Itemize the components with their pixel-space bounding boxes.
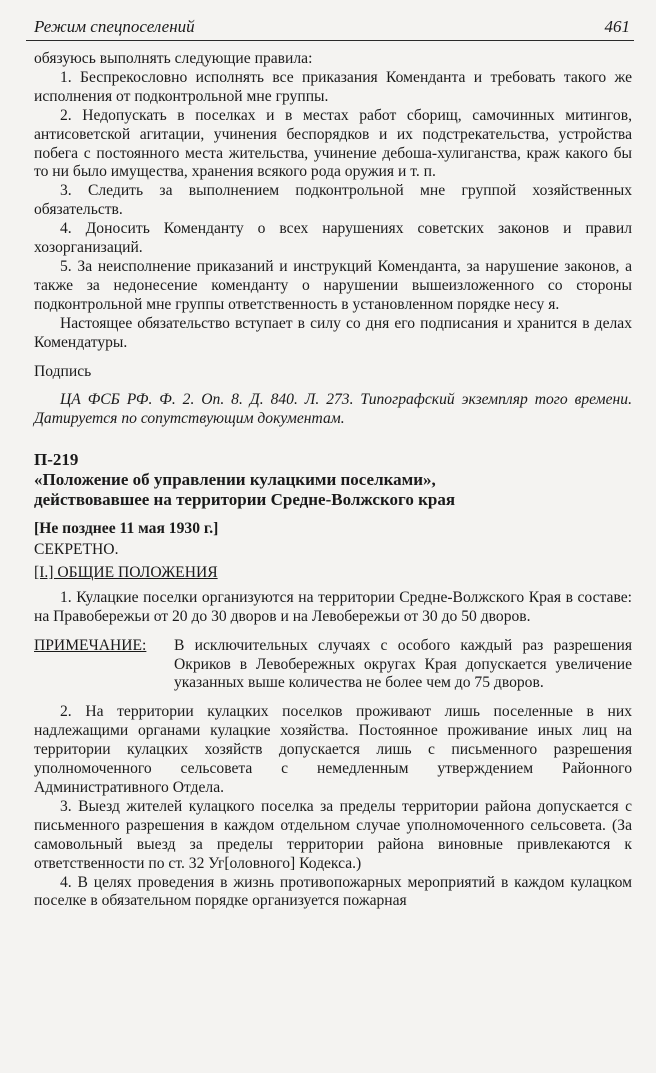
- note-label: ПРИМЕЧАНИЕ:: [34, 636, 147, 654]
- signature-line: Подпись: [34, 362, 92, 380]
- paragraph-2: 2. На территории кулацких поселков проживают лишь поселенные в них надлежащими органами кулацкие хозяйства. Постоянное проживание иных лиц на территории кулацких хозяйств допускается лишь с письменного разрешения уполномоченного сельсовета с немедленным утверждением Районного Административного Отдела.: [34, 703, 632, 796]
- intro-line: обязуюсь выполнять следующие правила:: [34, 50, 313, 67]
- document-title-line-1: «Положение об управлении кулацкими поселками»,: [34, 470, 436, 490]
- rule-2: 2. Недопускать в поселках и в местах работ сборищ, самочинных митингов, антисоветской агитации, учинения беспорядков и их подстрекательства, устройства побега с постоянного места жительства, учинение дебоша-хулиганства, краж какого бы то ни было имущества, хранения всякого рода оружия и т. п.: [34, 106, 632, 181]
- running-title: Режим спецпоселений: [34, 17, 195, 36]
- section-heading: [34, 564, 632, 583]
- paragraph-3: 3. Выезд жителей кулацкого поселка за пределы территории района допускается с письменного разрешения в каждом отдельном случае уполномоченного сельсовета. (За самовольный выезд за пределы территории района виновные привлекаются к ответственности по ст. 32 Уг[оловного] Кодекса.): [34, 797, 632, 872]
- page-number: 461: [604, 17, 630, 36]
- page-header: [26, 14, 634, 41]
- document-title-line-2: действовавшее на территории Средне-Волжского края: [34, 490, 456, 510]
- rule-5: 5. За неисполнение приказаний и инструкций Коменданта, за нарушение законов, а также за недонесение коменданту о нарушении вышеизложенного со стороны подконтрольной мне группы ответственность в установленном порядке несу я.: [34, 257, 632, 313]
- paragraph-1: 1. Кулацкие поселки организуются на территории Средне-Волжского Края в составе: на Правобережьи от 20 до 30 дворов и на Левобережьи от 30 до 50 дворов.: [34, 588, 632, 625]
- paragraph-4: 4. В целях проведения в жизнь противопожарных мероприятий в каждом кулацком поселке в обязательном порядке организуется пожарная: [34, 873, 632, 910]
- classification-stamp: СЕКРЕТНО.: [34, 541, 119, 559]
- section-heading-text: [I.] ОБЩИЕ ПОЛОЖЕНИЯ: [34, 563, 218, 581]
- rule-1: 1. Беспрекословно исполнять все приказания Коменданта и требовать такого же исполнения от подконтрольной мне группы.: [34, 68, 632, 105]
- note-block: [34, 637, 632, 694]
- rule-4: 4. Доносить Коменданту о всех нарушениях советских законов и правил хозорганизаций.: [34, 220, 632, 257]
- obligation-clause: Настоящее обязательство вступает в силу со дня его подписания и хранится в делах Комендатуры.: [34, 314, 632, 351]
- document-date: [Не позднее 11 мая 1930 г.]: [34, 520, 219, 538]
- document-number: П-219: [34, 450, 79, 470]
- rule-3: 3. Следить за выполнением подконтрольной мне группой хозяйственных обязательств.: [34, 182, 632, 219]
- note-text: В исключительных случаях с особого каждый раз разрешения Окриков в Левобережных округах Края допускается увеличение указанных выше количества не более чем до 75 дворов.: [174, 636, 632, 692]
- archive-source-note: ЦА ФСБ РФ. Ф. 2. Оп. 8. Д. 840. Л. 273. Типографский экземпляр того времени. Датируется по сопутствующим документам.: [34, 391, 632, 428]
- page-body: [34, 50, 632, 911]
